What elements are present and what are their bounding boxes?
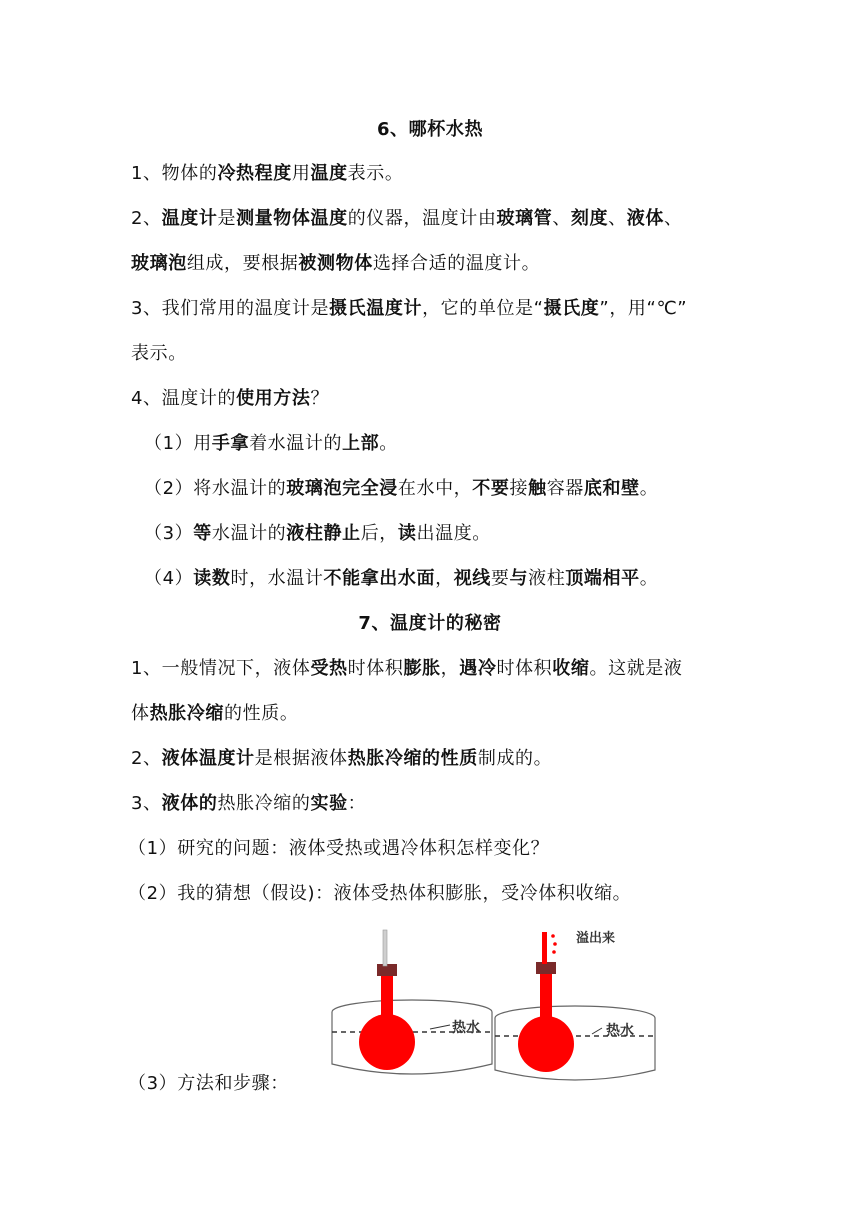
right-apparatus xyxy=(495,930,655,1080)
para-6-3-line1: 3、我们常用的温度计是摄氏温度计，它的单位是“摄氏度”，用“℃” xyxy=(131,298,688,319)
step-6-4: （4）读数时，水温计不能拿出水面，视线要与液柱顶端相平。 xyxy=(144,568,659,589)
para-7-2: 2、液体温度计是根据液体热胀冷缩的性质制成的。 xyxy=(131,748,553,769)
right-tube-liquid xyxy=(542,932,547,964)
step-6-2: （2）将水温计的玻璃泡完全浸在水中，不要接触容器底和壁。 xyxy=(144,478,659,499)
left-water-label: 热水 xyxy=(452,1020,480,1036)
para-6-4: 4、温度计的使用方法？ xyxy=(131,388,330,409)
step-7-2: （2）我的猜想（假设)：液体受热体积膨胀，受冷体积收缩。 xyxy=(128,883,632,904)
overflow-drop-2 xyxy=(553,942,557,946)
right-water-label: 热水 xyxy=(606,1023,634,1039)
para-6-1: 1、物体的冷热程度用温度表示。 xyxy=(131,163,404,184)
para-6-2-line2: 玻璃泡组成，要根据被测物体选择合适的温度计。 xyxy=(131,253,541,274)
para-7-3: 3、液体的热胀冷缩的实验： xyxy=(131,793,367,814)
step-6-1: （1）用手拿着水温计的上部。 xyxy=(144,433,398,454)
overflow-label: 溢出来 xyxy=(576,931,616,946)
step-7-1: （1）研究的问题：液体受热或遇冷体积怎样变化？ xyxy=(128,838,550,859)
para-7-1-line1: 1、一般情况下，液体受热时体积膨胀，遇冷时体积收缩。这就是液 xyxy=(131,658,683,679)
step-7-3: （3）方法和步骤： xyxy=(128,1073,289,1094)
para-6-3-line2: 表示。 xyxy=(131,343,187,364)
section-6-heading: 6、哪杯水热 xyxy=(376,119,484,140)
para-6-2-line1: 2、温度计是测量物体温度的仪器，温度计由玻璃管、刻度、液体、 xyxy=(131,208,683,229)
left-apparatus xyxy=(332,930,492,1074)
step-6-3: （3）等水温计的液柱静止后，读出温度。 xyxy=(144,523,491,544)
left-tube xyxy=(383,930,387,966)
experiment-figure xyxy=(330,922,660,1090)
section-7-heading: 7、温度计的秘密 xyxy=(358,613,502,634)
left-flask-bulb xyxy=(359,1014,415,1070)
para-7-1-line2: 体热胀冷缩的性质。 xyxy=(131,703,299,724)
right-flask-bulb xyxy=(518,1016,574,1072)
overflow-drop-3 xyxy=(552,950,556,954)
overflow-drop-1 xyxy=(551,934,555,938)
